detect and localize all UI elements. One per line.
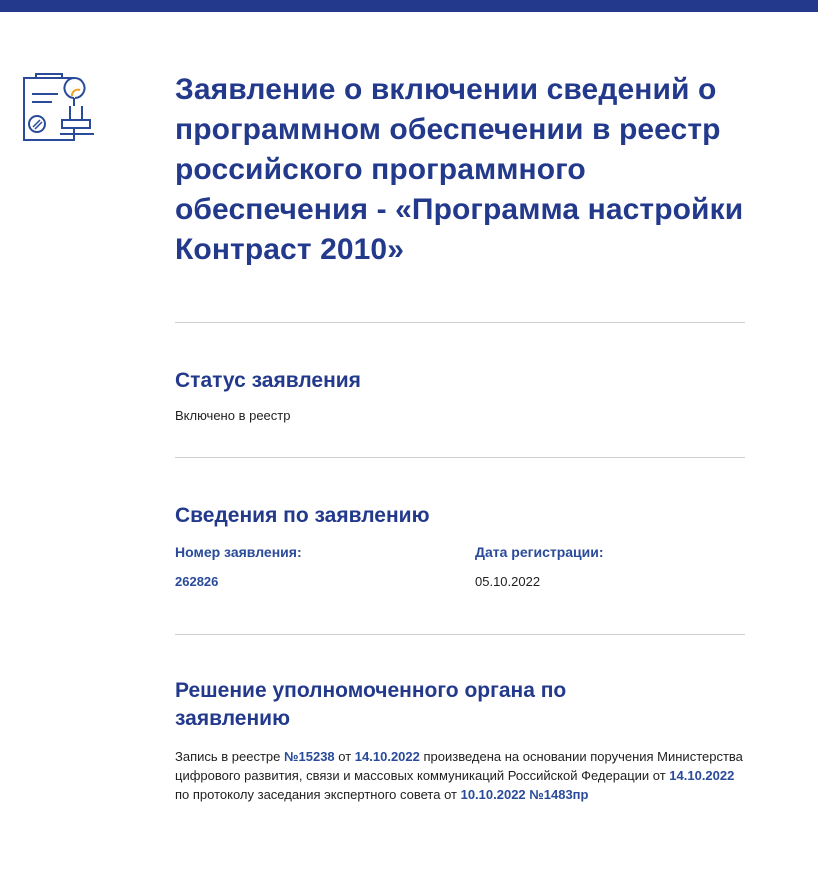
number-column [175, 544, 475, 589]
registration-date-label: Дата регистрации: [475, 544, 604, 560]
decision-text-part: произведена на основании поручения Министерства цифрового развития, связи и массовых коммуникаций Российской Федерации от [175, 749, 743, 783]
divider [175, 457, 745, 458]
divider [175, 634, 745, 635]
order-date: 14.10.2022 [669, 768, 735, 783]
divider [175, 322, 745, 323]
protocol-link[interactable]: 10.10.2022 №1483пр [460, 787, 589, 802]
decision-section-title: Решение уполномоченного органа по заявлению [175, 679, 567, 730]
details-grid [175, 544, 745, 589]
details-section-title: Сведения по заявлению [175, 504, 430, 527]
page-title: Заявление о включении сведений о программном обеспечении в реестр российского программного обеспечения - «Программа настройки Контраст 2010» [175, 73, 744, 266]
document-stamp-icon [22, 72, 100, 152]
decision-text [175, 747, 750, 804]
status-value: Включено в реестр [175, 408, 291, 423]
main-content [175, 70, 745, 804]
top-bar [0, 0, 818, 12]
registration-date-value: 05.10.2022 [475, 574, 541, 589]
record-date: 14.10.2022 [354, 749, 420, 764]
record-number-link[interactable]: №15238 [284, 749, 335, 764]
decision-text-part: от [334, 749, 355, 764]
date-column [475, 544, 745, 589]
application-number-label: Номер заявления: [175, 544, 302, 560]
decision-text-part: Запись в реестре [175, 749, 285, 764]
application-number-value: 262826 [175, 574, 219, 589]
status-section-title: Статус заявления [175, 369, 361, 392]
decision-text-part: по протоколу заседания экспертного совета от [175, 787, 461, 802]
